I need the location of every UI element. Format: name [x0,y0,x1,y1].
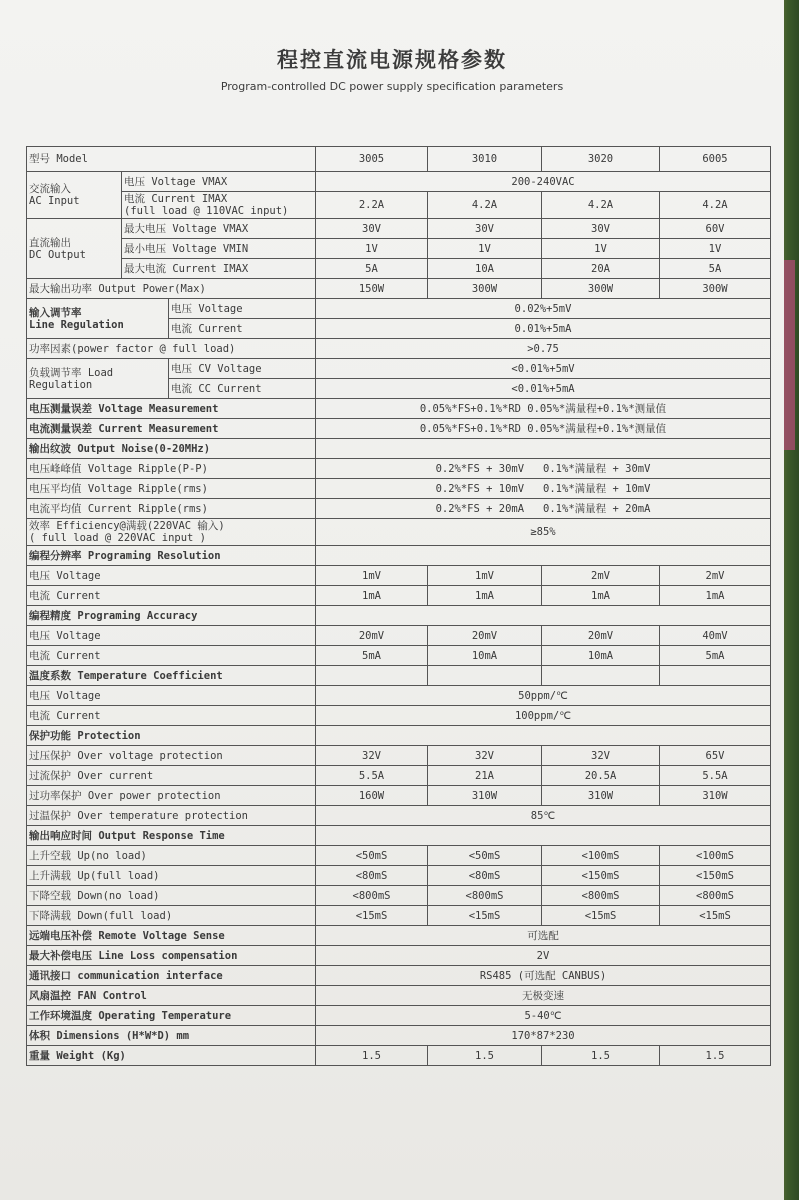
ripple-pp-value: 0.2%*FS + 30mV 0.1%*满量程 + 30mV [316,459,771,479]
temp-coeff-current-label: 电流 Current [27,706,316,726]
ripple-rms-value: 0.2%*FS + 10mV 0.1%*满量程 + 10mV [316,479,771,499]
row-efficiency [27,519,771,546]
power-factor-value: >0.75 [316,339,771,359]
resolution-voltage-value: 2mV [542,566,660,586]
line-reg-current-value: 0.01%+5mA [316,319,771,339]
up-noload-value: <50mS [428,846,542,866]
row-accuracy-header [27,606,771,626]
weight-value: 1.5 [428,1046,542,1066]
temp-coeff-blank [316,666,428,686]
dc-vmin-value: 1V [660,239,771,259]
accuracy-blank [316,606,771,626]
row-fan [27,986,771,1006]
ovp-label: 过压保护 Over voltage protection [27,746,316,766]
accuracy-voltage-value: 20mV [428,626,542,646]
temp-coeff-blank [428,666,542,686]
comm-value: RS485 (可选配 CANBUS) [316,966,771,986]
ovp-value: 32V [316,746,428,766]
row-comm [27,966,771,986]
dc-vmin-value: 1V [316,239,428,259]
row-line-loss [27,946,771,966]
voltage-measurement-label: 电压测量误差 Voltage Measurement [27,399,316,419]
accuracy-label: 编程精度 Programing Accuracy [27,606,316,626]
row-otp [27,806,771,826]
opp-value: 160W [316,786,428,806]
dc-vmax-value: 30V [428,219,542,239]
load-reg-cv-value: <0.01%+5mV [316,359,771,379]
remote-sense-value: 可选配 [316,926,771,946]
dc-imax-label: 最大电流 Current IMAX [122,259,316,279]
row-dimensions [27,1026,771,1046]
down-full-label: 下降满载 Down(full load) [27,906,316,926]
row-up-noload [27,846,771,866]
ovp-value: 65V [660,746,771,766]
down-full-value: <15mS [660,906,771,926]
dc-vmax-value: 30V [316,219,428,239]
line-reg-voltage-value: 0.02%+5mV [316,299,771,319]
ocp-value: 5.5A [316,766,428,786]
down-noload-value: <800mS [428,886,542,906]
up-noload-value: <50mS [316,846,428,866]
down-full-value: <15mS [542,906,660,926]
resolution-label: 编程分辨率 Programing Resolution [27,546,316,566]
row-down-full [27,906,771,926]
model-name: 3020 [542,147,660,172]
dc-vmin-value: 1V [428,239,542,259]
efficiency-label: 效率 Efficiency@满载(220VAC 输入) ( full load @ 220VAC input ) [27,519,316,546]
output-noise-blank [316,439,771,459]
row-response-header [27,826,771,846]
row-temp-coeff-header [27,666,771,686]
max-power-label: 最大输出功率 Output Power(Max) [27,279,316,299]
load-reg-cc-label: 电流 CC Current [169,379,316,399]
op-temp-value: 5-40℃ [316,1006,771,1026]
row-line-reg-voltage [27,299,771,319]
down-full-value: <15mS [316,906,428,926]
max-power-value: 300W [428,279,542,299]
dc-vmin-value: 1V [542,239,660,259]
row-max-power [27,279,771,299]
row-temp-coeff-voltage [27,686,771,706]
max-power-value: 300W [542,279,660,299]
row-up-full [27,866,771,886]
fan-value: 无极变速 [316,986,771,1006]
row-current-ripple-rms [27,499,771,519]
weight-value: 1.5 [542,1046,660,1066]
dc-output-group: 直流输出 DC Output [27,219,122,279]
up-noload-value: <100mS [660,846,771,866]
resolution-blank [316,546,771,566]
opp-value: 310W [428,786,542,806]
current-ripple-rms-label: 电流平均值 Current Ripple(rms) [27,499,316,519]
row-ripple-pp [27,459,771,479]
row-ovp [27,746,771,766]
ac-input-group: 交流输入 AC Input [27,172,122,219]
row-current-measurement [27,419,771,439]
protection-blank [316,726,771,746]
ac-current-value: 4.2A [428,192,542,219]
weight-label: 重量 Weight (Kg) [27,1046,316,1066]
row-op-temp [27,1006,771,1026]
line-loss-value: 2V [316,946,771,966]
dc-vmax-label: 最大电压 Voltage VMAX [122,219,316,239]
model-label: 型号 Model [27,147,316,172]
ocp-value: 21A [428,766,542,786]
row-ripple-rms [27,479,771,499]
ac-current-label: 电流 Current IMAX (full load @ 110VAC input) [122,192,316,219]
accuracy-current-value: 5mA [316,646,428,666]
accuracy-voltage-value: 20mV [316,626,428,646]
line-reg-voltage-label: 电压 Voltage [169,299,316,319]
row-dc-vmin [27,239,771,259]
ocp-value: 20.5A [542,766,660,786]
row-down-noload [27,886,771,906]
accuracy-voltage-label: 电压 Voltage [27,626,316,646]
row-resolution-voltage [27,566,771,586]
dc-imax-value: 5A [316,259,428,279]
protection-label: 保护功能 Protection [27,726,316,746]
op-temp-label: 工作环境温度 Operating Temperature [27,1006,316,1026]
otp-value: 85℃ [316,806,771,826]
row-opp [27,786,771,806]
power-factor-label: 功率因素(power factor @ full load) [27,339,316,359]
down-noload-value: <800mS [542,886,660,906]
accuracy-voltage-value: 20mV [542,626,660,646]
ocp-value: 5.5A [660,766,771,786]
response-blank [316,826,771,846]
weight-value: 1.5 [316,1046,428,1066]
resolution-current-value: 1mA [660,586,771,606]
accuracy-current-label: 电流 Current [27,646,316,666]
response-label: 输出响应时间 Output Response Time [27,826,316,846]
up-full-label: 上升满载 Up(full load) [27,866,316,886]
accuracy-current-value: 10mA [542,646,660,666]
opp-value: 310W [542,786,660,806]
fan-label: 风扇温控 FAN Control [27,986,316,1006]
dc-vmin-label: 最小电压 Voltage VMIN [122,239,316,259]
temp-coeff-voltage-label: 电压 Voltage [27,686,316,706]
row-model [27,147,771,172]
otp-label: 过温保护 Over temperature protection [27,806,316,826]
ac-voltage-value: 200-240VAC [316,172,771,192]
row-resolution-current [27,586,771,606]
row-output-noise [27,439,771,459]
resolution-current-value: 1mA [316,586,428,606]
ac-current-value: 4.2A [542,192,660,219]
temp-coeff-voltage-value: 50ppm/℃ [316,686,771,706]
up-full-value: <80mS [316,866,428,886]
remote-sense-label: 远端电压补偿 Remote Voltage Sense [27,926,316,946]
up-noload-label: 上升空载 Up(no load) [27,846,316,866]
accuracy-current-value: 5mA [660,646,771,666]
temp-coeff-current-value: 100ppm/℃ [316,706,771,726]
up-full-value: <150mS [542,866,660,886]
resolution-voltage-value: 1mV [428,566,542,586]
comm-label: 通讯接口 communication interface [27,966,316,986]
line-loss-label: 最大补偿电压 Line Loss compensation [27,946,316,966]
row-accuracy-current [27,646,771,666]
efficiency-value: ≥85% [316,519,771,546]
model-name: 6005 [660,147,771,172]
dimensions-label: 体积 Dimensions (H*W*D) mm [27,1026,316,1046]
resolution-voltage-value: 1mV [316,566,428,586]
current-ripple-rms-value: 0.2%*FS + 20mA 0.1%*满量程 + 20mA [316,499,771,519]
row-dc-vmax [27,219,771,239]
down-noload-value: <800mS [660,886,771,906]
page-title: 程控直流电源规格参数 [277,47,507,72]
down-full-value: <15mS [428,906,542,926]
weight-value: 1.5 [660,1046,771,1066]
max-power-value: 150W [316,279,428,299]
resolution-voltage-label: 电压 Voltage [27,566,316,586]
row-dc-imax [27,259,771,279]
dc-imax-value: 10A [428,259,542,279]
load-reg-cv-label: 电压 CV Voltage [169,359,316,379]
dimensions-value: 170*87*230 [316,1026,771,1046]
line-regulation-group: 输入调节率 Line Regulation [27,299,169,339]
resolution-current-value: 1mA [428,586,542,606]
voltage-measurement-value: 0.05%*FS+0.1%*RD 0.05%*满量程+0.1%*测量值 [316,399,771,419]
dc-imax-value: 20A [542,259,660,279]
opp-label: 过功率保护 Over power protection [27,786,316,806]
row-remote-sense [27,926,771,946]
row-ac-voltage [27,172,771,192]
model-name: 3010 [428,147,542,172]
output-noise-label: 输出纹波 Output Noise(0-20MHz) [27,439,316,459]
current-measurement-value: 0.05%*FS+0.1%*RD 0.05%*满量程+0.1%*测量值 [316,419,771,439]
row-protection-header [27,726,771,746]
dc-vmax-value: 60V [660,219,771,239]
down-noload-value: <800mS [316,886,428,906]
spec-table [26,146,771,1066]
accuracy-current-value: 10mA [428,646,542,666]
dc-imax-value: 5A [660,259,771,279]
up-noload-value: <100mS [542,846,660,866]
row-ocp [27,766,771,786]
dc-vmax-value: 30V [542,219,660,239]
down-noload-label: 下降空载 Down(no load) [27,886,316,906]
resolution-current-label: 电流 Current [27,586,316,606]
page-subtitle: Program-controlled DC power supply specification parameters [220,80,564,93]
row-ac-current [27,192,771,219]
ac-current-value: 2.2A [316,192,428,219]
temp-coeff-blank [542,666,660,686]
ripple-rms-label: 电压平均值 Voltage Ripple(rms) [27,479,316,499]
up-full-value: <80mS [428,866,542,886]
ocp-label: 过流保护 Over current [27,766,316,786]
row-voltage-measurement [27,399,771,419]
model-name: 3005 [316,147,428,172]
temp-coeff-blank [660,666,771,686]
resolution-current-value: 1mA [542,586,660,606]
load-regulation-group: 负载调节率 Load Regulation [27,359,169,399]
up-full-value: <150mS [660,866,771,886]
line-reg-current-label: 电流 Current [169,319,316,339]
row-weight [27,1046,771,1066]
row-load-reg-cv [27,359,771,379]
row-temp-coeff-current [27,706,771,726]
ripple-pp-label: 电压峰峰值 Voltage Ripple(P-P) [27,459,316,479]
row-power-factor [27,339,771,359]
ac-voltage-label: 电压 Voltage VMAX [122,172,316,192]
ovp-value: 32V [542,746,660,766]
load-reg-cc-value: <0.01%+5mA [316,379,771,399]
accuracy-voltage-value: 40mV [660,626,771,646]
opp-value: 310W [660,786,771,806]
max-power-value: 300W [660,279,771,299]
ac-current-value: 4.2A [660,192,771,219]
temp-coeff-label: 温度系数 Temperature Coefficient [27,666,316,686]
row-resolution-header [27,546,771,566]
ovp-value: 32V [428,746,542,766]
row-accuracy-voltage [27,626,771,646]
resolution-voltage-value: 2mV [660,566,771,586]
current-measurement-label: 电流测量误差 Current Measurement [27,419,316,439]
